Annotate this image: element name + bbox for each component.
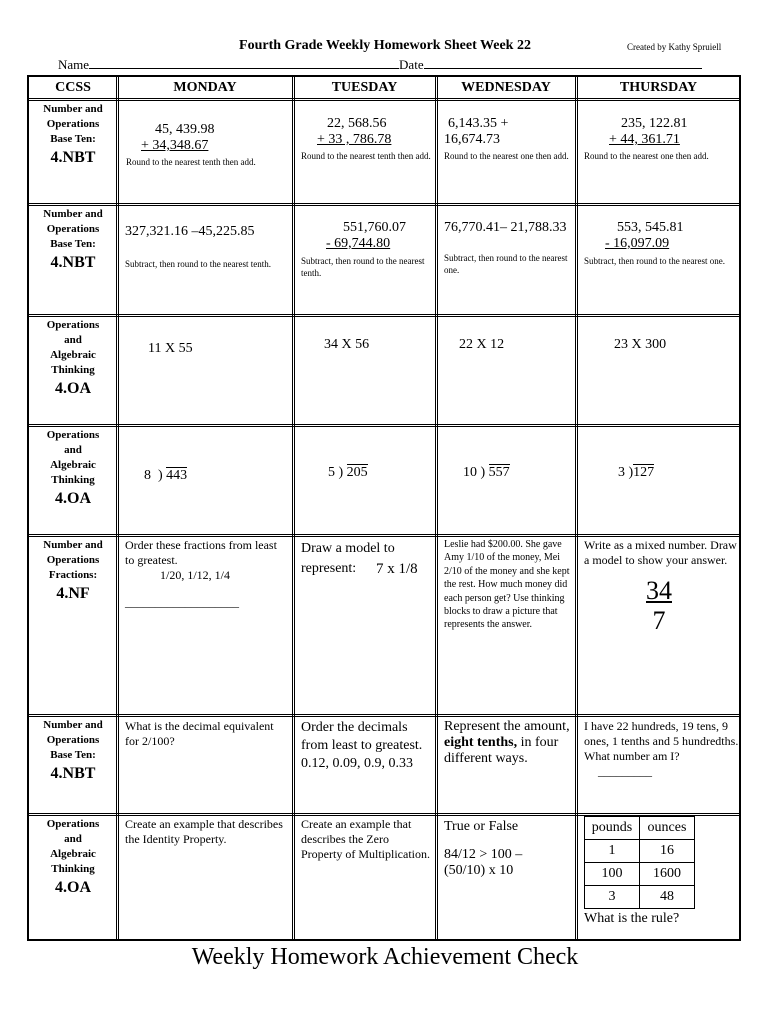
homework-grid: [27, 75, 741, 941]
author-credit: Created by Kathy Spruiell: [627, 42, 722, 52]
tuesday-decimal-order: Order the decimals from least to greatest. 0.12, 0.09, 0.9, 0.33: [301, 720, 423, 771]
monday-decimal-problem: What is the decimal equivalent for 2/100?: [125, 719, 274, 748]
monday-problem-3: 11 X 55: [148, 341, 193, 356]
ccss-row-5: Number and Operations Fractions: 4.NF: [29, 538, 117, 605]
thursday-rule-problem: [584, 816, 695, 927]
ccss-row-7: Operations and Algebraic Thinking 4.OA: [29, 817, 117, 899]
tuesday-model-problem: Draw a model to represent: 7 x 1/8: [301, 541, 418, 577]
ccss-row-4: Operations and Algebraic Thinking 4.OA: [29, 428, 117, 510]
thursday-instruction-1: Round to the nearest one then add.: [584, 151, 709, 161]
tuesday-problem-2: 551,760.07 - 69,744.80: [326, 220, 406, 251]
monday-division: 8 ) 443: [144, 468, 188, 483]
footer-title: Weekly Homework Achievement Check: [191, 944, 579, 970]
monday-identity-property: Create an example that describes the Identity Property.: [125, 817, 283, 846]
date-field[interactable]: [424, 57, 702, 69]
tuesday-problem-1: 22, 568.56 + 33 , 786.78: [317, 116, 392, 147]
name-date-line: [58, 57, 702, 73]
wednesday-true-false: True or False 84/12 > 100 – (50/10) x 10: [444, 819, 523, 878]
tuesday-instruction-1: Round to the nearest tenth then add.: [301, 151, 431, 161]
date-label: Date: [399, 57, 424, 72]
wednesday-instruction-2: Subtract, then round to the nearest one.: [444, 253, 568, 275]
thursday-problem-1: 235, 122.81 + 44, 361.71: [609, 116, 688, 147]
col-header-thursday: THURSDAY: [619, 80, 698, 95]
col-header-tuesday: TUESDAY: [331, 80, 398, 95]
fraction-numerator: 34: [646, 576, 672, 605]
pounds-ounces-table: [584, 816, 695, 909]
monday-instruction-2: Subtract, then round to the nearest tenth.: [125, 259, 271, 269]
monday-problem-2: 327,321.16 –45,225.85: [125, 224, 255, 239]
wednesday-word-problem: Leslie had $200.00. She gave Amy 1/10 of the money, Mei 2/10 of the money and she kept the rest. How much money did each person get? Use thinking blocks to draw a picture that represents the answer.: [444, 539, 570, 631]
thursday-instruction-2: Subtract, then round to the nearest one.: [584, 256, 725, 266]
ccss-row-2: Number and Operations Base Ten: 4.NBT: [29, 207, 117, 274]
rule-question: What is the rule?: [584, 911, 680, 926]
thursday-problem-2: 553, 545.81 - 16,097.09: [605, 220, 684, 251]
col-header-ccss: CCSS: [55, 80, 91, 95]
tuesday-division: 5 ) 205: [328, 465, 368, 480]
ccss-code: 4.OA: [55, 490, 91, 507]
wednesday-represent-problem: Represent the amount, eight tenths, in four different ways.: [444, 719, 570, 766]
wednesday-problem-2: 76,770.41– 21,788.33: [444, 220, 567, 235]
ccss-row-1: Number and Operations Base Ten: 4.NBT: [29, 102, 117, 169]
page-title: Fourth Grade Weekly Homework Sheet Week 22: [239, 38, 531, 53]
table-row: 100 1600: [585, 863, 695, 886]
answer-blank: _________: [598, 764, 652, 778]
table-row: 1 16: [585, 840, 695, 863]
table-row: 3 48: [585, 886, 695, 909]
ccss-code: 4.NBT: [50, 254, 96, 271]
table-header: pounds: [585, 817, 640, 840]
ccss-code: 4.OA: [55, 380, 91, 397]
wednesday-problem-3: 22 X 12: [459, 337, 505, 352]
name-label: Name: [58, 57, 90, 72]
col-header-monday: MONDAY: [173, 80, 237, 95]
thursday-division: 3 )127: [618, 465, 655, 480]
table-header: ounces: [640, 817, 695, 840]
col-header-wednesday: WEDNESDAY: [461, 80, 551, 95]
monday-fractions-problem: Order these fractions from least to greatest. 1/20, 1/12, 1/4 ___________________: [125, 538, 277, 609]
ccss-code: 4.NBT: [50, 765, 96, 782]
wednesday-problem-1: 6,143.35 + 16,674.73: [444, 116, 509, 147]
monday-instruction-1: Round to the nearest tenth then add.: [126, 157, 256, 167]
tuesday-instruction-2: Subtract, then round to the nearest tenth.: [301, 256, 425, 278]
tuesday-zero-property: Create an example that describes the Zero Property of Multiplication.: [301, 817, 430, 861]
ccss-code: 4.NF: [56, 585, 90, 602]
thursday-mixed-number-problem: Write as a mixed number. Draw a model to show your answer. 34 7: [584, 538, 739, 636]
fraction-denominator: 7: [652, 606, 666, 635]
name-field[interactable]: [89, 57, 399, 69]
ccss-row-6: Number and Operations Base Ten: 4.NBT: [29, 718, 117, 785]
thursday-place-value-problem: I have 22 hundreds, 19 tens, 9 ones, 1 tenths and 5 hundredths. What number am I? _________: [584, 719, 739, 778]
wednesday-division: 10 ) 557: [463, 465, 510, 480]
thursday-problem-3: 23 X 300: [614, 337, 667, 352]
ccss-row-3: Operations and Algebraic Thinking 4.OA: [29, 318, 117, 400]
ccss-code: 4.OA: [55, 879, 91, 896]
ccss-code: 4.NBT: [50, 149, 96, 166]
wednesday-instruction-1: Round to the nearest one then add.: [444, 151, 569, 161]
tuesday-problem-3: 34 X 56: [324, 337, 370, 352]
monday-problem-1: 45, 439.98 + 34,348.67: [141, 122, 215, 153]
